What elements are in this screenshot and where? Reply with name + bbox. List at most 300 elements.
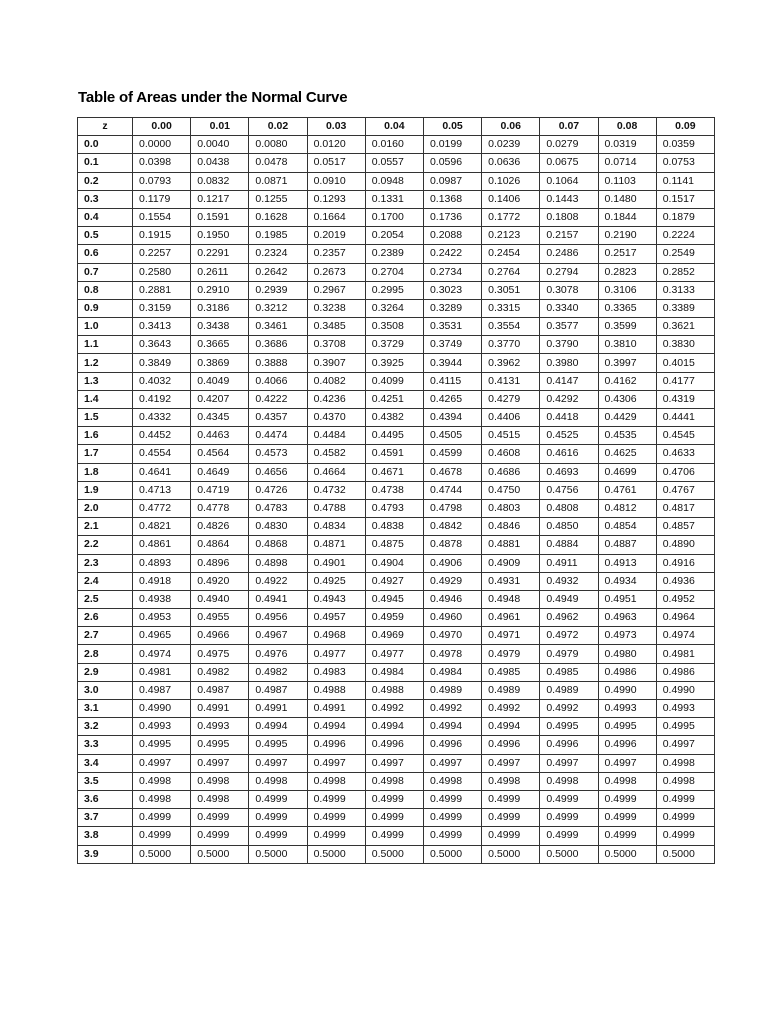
area-value-cell: 0.4871: [307, 536, 365, 554]
area-value-cell: 0.4966: [191, 627, 249, 645]
area-value-cell: 0.3997: [598, 354, 656, 372]
area-value-cell: 0.5000: [656, 845, 714, 863]
area-value-cell: 0.4998: [540, 772, 598, 790]
table-row: [78, 754, 715, 772]
area-value-cell: 0.3708: [307, 336, 365, 354]
area-value-cell: 0.0832: [191, 172, 249, 190]
area-value-cell: 0.2642: [249, 263, 307, 281]
area-value-cell: 0.4671: [365, 463, 423, 481]
area-value-cell: 0.4983: [307, 663, 365, 681]
area-value-cell: 0.4979: [482, 645, 540, 663]
area-value-cell: 0.4686: [482, 463, 540, 481]
area-value-cell: 0.4192: [133, 390, 191, 408]
area-value-cell: 0.3438: [191, 318, 249, 336]
area-value-cell: 0.4971: [482, 627, 540, 645]
area-value-cell: 0.2157: [540, 227, 598, 245]
area-value-cell: 0.4875: [365, 536, 423, 554]
area-value-cell: 0.4999: [656, 827, 714, 845]
area-value-cell: 0.4998: [423, 772, 481, 790]
area-value-cell: 0.4931: [482, 572, 540, 590]
area-value-cell: 0.4279: [482, 390, 540, 408]
area-value-cell: 0.4904: [365, 554, 423, 572]
area-value-cell: 0.0675: [540, 154, 598, 172]
area-value-cell: 0.2224: [656, 227, 714, 245]
area-value-cell: 0.4999: [249, 809, 307, 827]
table-row: [78, 409, 715, 427]
area-value-cell: 0.4999: [540, 790, 598, 808]
area-value-cell: 0.2190: [598, 227, 656, 245]
area-value-cell: 0.0040: [191, 136, 249, 154]
area-value-cell: 0.4999: [540, 809, 598, 827]
column-header: 0.02: [249, 118, 307, 136]
area-value-cell: 0.4982: [249, 663, 307, 681]
area-value-cell: 0.4998: [656, 754, 714, 772]
table-row: [78, 700, 715, 718]
area-value-cell: 0.4015: [656, 354, 714, 372]
table-row: [78, 499, 715, 517]
area-value-cell: 0.2673: [307, 263, 365, 281]
column-header: 0.08: [598, 118, 656, 136]
area-value-cell: 0.4992: [423, 700, 481, 718]
area-value-cell: 0.4948: [482, 590, 540, 608]
area-value-cell: 0.4997: [482, 754, 540, 772]
table-row: [78, 263, 715, 281]
area-value-cell: 0.4994: [307, 718, 365, 736]
area-value-cell: 0.4893: [133, 554, 191, 572]
area-value-cell: 0.4936: [656, 572, 714, 590]
area-value-cell: 0.4957: [307, 609, 365, 627]
z-value-cell: 2.9: [78, 663, 133, 681]
area-value-cell: 0.4999: [656, 809, 714, 827]
column-header: 0.01: [191, 118, 249, 136]
area-value-cell: 0.4382: [365, 409, 423, 427]
table-row: [78, 845, 715, 863]
area-value-cell: 0.4406: [482, 409, 540, 427]
area-value-cell: 0.2764: [482, 263, 540, 281]
area-value-cell: 0.3770: [482, 336, 540, 354]
column-header: 0.09: [656, 118, 714, 136]
area-value-cell: 0.4995: [133, 736, 191, 754]
area-value-cell: 0.4999: [482, 827, 540, 845]
table-row: [78, 663, 715, 681]
area-value-cell: 0.4049: [191, 372, 249, 390]
area-value-cell: 0.4996: [423, 736, 481, 754]
area-value-cell: 0.4951: [598, 590, 656, 608]
area-value-cell: 0.1844: [598, 208, 656, 226]
area-value-cell: 0.4998: [133, 790, 191, 808]
area-value-cell: 0.4881: [482, 536, 540, 554]
table-header: [78, 118, 715, 136]
table-row: [78, 736, 715, 754]
area-value-cell: 0.4808: [540, 499, 598, 517]
z-value-cell: 0.1: [78, 154, 133, 172]
z-value-cell: 3.0: [78, 681, 133, 699]
area-value-cell: 0.1026: [482, 172, 540, 190]
area-value-cell: 0.4649: [191, 463, 249, 481]
area-value-cell: 0.4988: [365, 681, 423, 699]
area-value-cell: 0.4997: [133, 754, 191, 772]
area-value-cell: 0.4987: [191, 681, 249, 699]
area-value-cell: 0.4922: [249, 572, 307, 590]
area-value-cell: 0.4987: [249, 681, 307, 699]
area-value-cell: 0.1772: [482, 208, 540, 226]
area-value-cell: 0.4997: [423, 754, 481, 772]
area-value-cell: 0.0279: [540, 136, 598, 154]
area-value-cell: 0.2389: [365, 245, 423, 263]
area-value-cell: 0.2054: [365, 227, 423, 245]
area-value-cell: 0.2910: [191, 281, 249, 299]
area-value-cell: 0.4999: [249, 790, 307, 808]
area-value-cell: 0.5000: [365, 845, 423, 863]
table-row: [78, 190, 715, 208]
area-value-cell: 0.4925: [307, 572, 365, 590]
area-value-cell: 0.4988: [307, 681, 365, 699]
z-value-cell: 1.0: [78, 318, 133, 336]
area-value-cell: 0.4854: [598, 518, 656, 536]
table-row: [78, 718, 715, 736]
area-value-cell: 0.4999: [423, 790, 481, 808]
area-value-cell: 0.4998: [365, 772, 423, 790]
area-value-cell: 0.4664: [307, 463, 365, 481]
area-value-cell: 0.1808: [540, 208, 598, 226]
area-value-cell: 0.4982: [191, 663, 249, 681]
area-value-cell: 0.3643: [133, 336, 191, 354]
table-row: [78, 772, 715, 790]
area-value-cell: 0.3830: [656, 336, 714, 354]
table-row: [78, 645, 715, 663]
area-value-cell: 0.4997: [656, 736, 714, 754]
area-value-cell: 0.3238: [307, 299, 365, 317]
area-value-cell: 0.4616: [540, 445, 598, 463]
area-value-cell: 0.4996: [482, 736, 540, 754]
area-value-cell: 0.4990: [656, 681, 714, 699]
table-row: [78, 627, 715, 645]
area-value-cell: 0.3133: [656, 281, 714, 299]
z-value-cell: 0.0: [78, 136, 133, 154]
area-value-cell: 0.0948: [365, 172, 423, 190]
table-row: [78, 463, 715, 481]
area-value-cell: 0.5000: [133, 845, 191, 863]
area-value-cell: 0.5000: [423, 845, 481, 863]
area-value-cell: 0.4990: [598, 681, 656, 699]
area-value-cell: 0.5000: [307, 845, 365, 863]
area-value-cell: 0.4357: [249, 409, 307, 427]
z-value-cell: 3.5: [78, 772, 133, 790]
z-value-cell: 2.3: [78, 554, 133, 572]
area-value-cell: 0.1406: [482, 190, 540, 208]
area-value-cell: 0.1950: [191, 227, 249, 245]
area-value-cell: 0.0557: [365, 154, 423, 172]
table-row: [78, 281, 715, 299]
area-value-cell: 0.4996: [598, 736, 656, 754]
area-value-cell: 0.3849: [133, 354, 191, 372]
area-value-cell: 0.4901: [307, 554, 365, 572]
area-value-cell: 0.4981: [656, 645, 714, 663]
area-value-cell: 0.1103: [598, 172, 656, 190]
area-value-cell: 0.4999: [423, 809, 481, 827]
area-value-cell: 0.4993: [656, 700, 714, 718]
area-value-cell: 0.4890: [656, 536, 714, 554]
area-value-cell: 0.4995: [191, 736, 249, 754]
area-value-cell: 0.4817: [656, 499, 714, 517]
area-value-cell: 0.4975: [191, 645, 249, 663]
area-value-cell: 0.4999: [656, 790, 714, 808]
column-header: 0.00: [133, 118, 191, 136]
area-value-cell: 0.4345: [191, 409, 249, 427]
area-value-cell: 0.4979: [540, 645, 598, 663]
area-value-cell: 0.4993: [598, 700, 656, 718]
area-value-cell: 0.4608: [482, 445, 540, 463]
area-value-cell: 0.4927: [365, 572, 423, 590]
area-value-cell: 0.4842: [423, 518, 481, 536]
area-value-cell: 0.1591: [191, 208, 249, 226]
area-value-cell: 0.4898: [249, 554, 307, 572]
area-value-cell: 0.4996: [365, 736, 423, 754]
page-title: Table of Areas under the Normal Curve: [78, 89, 348, 106]
area-value-cell: 0.4941: [249, 590, 307, 608]
area-value-cell: 0.0199: [423, 136, 481, 154]
area-value-cell: 0.3810: [598, 336, 656, 354]
column-header: 0.07: [540, 118, 598, 136]
area-value-cell: 0.2939: [249, 281, 307, 299]
area-value-cell: 0.4977: [307, 645, 365, 663]
area-value-cell: 0.4999: [191, 809, 249, 827]
area-value-cell: 0.4887: [598, 536, 656, 554]
area-value-cell: 0.4981: [133, 663, 191, 681]
area-value-cell: 0.1141: [656, 172, 714, 190]
table-body: [78, 136, 715, 864]
area-value-cell: 0.4992: [365, 700, 423, 718]
area-value-cell: 0.4884: [540, 536, 598, 554]
area-value-cell: 0.4441: [656, 409, 714, 427]
area-value-cell: 0.3790: [540, 336, 598, 354]
area-value-cell: 0.4999: [598, 790, 656, 808]
area-value-cell: 0.4850: [540, 518, 598, 536]
table-row: [78, 372, 715, 390]
area-value-cell: 0.4998: [598, 772, 656, 790]
area-value-cell: 0.4998: [191, 790, 249, 808]
table-row: [78, 481, 715, 499]
area-value-cell: 0.4265: [423, 390, 481, 408]
area-value-cell: 0.0000: [133, 136, 191, 154]
area-value-cell: 0.2123: [482, 227, 540, 245]
area-value-cell: 0.4964: [656, 609, 714, 627]
table-row: [78, 227, 715, 245]
area-value-cell: 0.4997: [365, 754, 423, 772]
area-value-cell: 0.4525: [540, 427, 598, 445]
area-value-cell: 0.4564: [191, 445, 249, 463]
area-value-cell: 0.4633: [656, 445, 714, 463]
header-row: [78, 118, 715, 136]
area-value-cell: 0.4861: [133, 536, 191, 554]
area-value-cell: 0.3729: [365, 336, 423, 354]
area-value-cell: 0.4994: [423, 718, 481, 736]
area-value-cell: 0.2324: [249, 245, 307, 263]
area-value-cell: 0.4998: [482, 772, 540, 790]
area-value-cell: 0.2517: [598, 245, 656, 263]
area-value-cell: 0.2881: [133, 281, 191, 299]
area-value-cell: 0.2454: [482, 245, 540, 263]
area-value-cell: 0.4940: [191, 590, 249, 608]
area-value-cell: 0.4857: [656, 518, 714, 536]
area-value-cell: 0.4995: [540, 718, 598, 736]
area-value-cell: 0.2422: [423, 245, 481, 263]
z-value-cell: 2.4: [78, 572, 133, 590]
area-value-cell: 0.4678: [423, 463, 481, 481]
area-value-cell: 0.4032: [133, 372, 191, 390]
area-value-cell: 0.4987: [133, 681, 191, 699]
area-value-cell: 0.4929: [423, 572, 481, 590]
area-value-cell: 0.1368: [423, 190, 481, 208]
area-value-cell: 0.4999: [598, 809, 656, 827]
area-value-cell: 0.4968: [307, 627, 365, 645]
area-value-cell: 0.1517: [656, 190, 714, 208]
area-value-cell: 0.4918: [133, 572, 191, 590]
area-value-cell: 0.4996: [307, 736, 365, 754]
area-value-cell: 0.4989: [482, 681, 540, 699]
area-value-cell: 0.4625: [598, 445, 656, 463]
column-header: 0.05: [423, 118, 481, 136]
area-value-cell: 0.4955: [191, 609, 249, 627]
area-value-cell: 0.2549: [656, 245, 714, 263]
area-value-cell: 0.0753: [656, 154, 714, 172]
area-value-cell: 0.4990: [133, 700, 191, 718]
area-value-cell: 0.4535: [598, 427, 656, 445]
area-value-cell: 0.3925: [365, 354, 423, 372]
area-value-cell: 0.4953: [133, 609, 191, 627]
area-value-cell: 0.3315: [482, 299, 540, 317]
area-value-cell: 0.4989: [540, 681, 598, 699]
area-value-cell: 0.4984: [365, 663, 423, 681]
area-value-cell: 0.4505: [423, 427, 481, 445]
z-value-cell: 1.7: [78, 445, 133, 463]
z-value-cell: 1.4: [78, 390, 133, 408]
table-row: [78, 827, 715, 845]
area-value-cell: 0.4999: [307, 827, 365, 845]
area-value-cell: 0.4463: [191, 427, 249, 445]
area-value-cell: 0.4147: [540, 372, 598, 390]
z-value-cell: 2.2: [78, 536, 133, 554]
area-value-cell: 0.4991: [307, 700, 365, 718]
table-row: [78, 136, 715, 154]
area-value-cell: 0.0517: [307, 154, 365, 172]
area-value-cell: 0.1179: [133, 190, 191, 208]
area-value-cell: 0.4945: [365, 590, 423, 608]
area-value-cell: 0.4798: [423, 499, 481, 517]
area-value-cell: 0.4997: [307, 754, 365, 772]
area-value-cell: 0.4994: [249, 718, 307, 736]
table-row: [78, 390, 715, 408]
area-value-cell: 0.4713: [133, 481, 191, 499]
area-value-cell: 0.2257: [133, 245, 191, 263]
area-value-cell: 0.3599: [598, 318, 656, 336]
z-value-cell: 0.7: [78, 263, 133, 281]
area-value-cell: 0.4418: [540, 409, 598, 427]
area-value-cell: 0.4756: [540, 481, 598, 499]
area-value-cell: 0.5000: [482, 845, 540, 863]
area-value-cell: 0.5000: [249, 845, 307, 863]
area-value-cell: 0.3888: [249, 354, 307, 372]
area-value-cell: 0.4978: [423, 645, 481, 663]
area-value-cell: 0.3023: [423, 281, 481, 299]
area-value-cell: 0.3554: [482, 318, 540, 336]
area-value-cell: 0.0359: [656, 136, 714, 154]
z-value-cell: 3.4: [78, 754, 133, 772]
area-value-cell: 0.4952: [656, 590, 714, 608]
area-value-cell: 0.3665: [191, 336, 249, 354]
z-value-cell: 1.8: [78, 463, 133, 481]
table-row: [78, 590, 715, 608]
z-value-cell: 3.2: [78, 718, 133, 736]
area-value-cell: 0.4082: [307, 372, 365, 390]
area-value-cell: 0.3577: [540, 318, 598, 336]
area-value-cell: 0.3944: [423, 354, 481, 372]
area-value-cell: 0.4750: [482, 481, 540, 499]
area-value-cell: 0.4986: [598, 663, 656, 681]
area-value-cell: 0.2967: [307, 281, 365, 299]
area-value-cell: 0.2823: [598, 263, 656, 281]
area-value-cell: 0.4332: [133, 409, 191, 427]
area-value-cell: 0.4991: [249, 700, 307, 718]
area-value-cell: 0.4812: [598, 499, 656, 517]
table-row: [78, 609, 715, 627]
area-value-cell: 0.4999: [482, 790, 540, 808]
area-value-cell: 0.4292: [540, 390, 598, 408]
area-value-cell: 0.4977: [365, 645, 423, 663]
area-value-cell: 0.0478: [249, 154, 307, 172]
area-value-cell: 0.4706: [656, 463, 714, 481]
area-value-cell: 0.4999: [307, 809, 365, 827]
table-row: [78, 318, 715, 336]
area-value-cell: 0.4994: [482, 718, 540, 736]
z-value-cell: 2.7: [78, 627, 133, 645]
column-header-z: z: [78, 118, 133, 136]
area-value-cell: 0.3907: [307, 354, 365, 372]
area-value-cell: 0.2357: [307, 245, 365, 263]
area-value-cell: 0.4177: [656, 372, 714, 390]
table-row: [78, 445, 715, 463]
area-value-cell: 0.4236: [307, 390, 365, 408]
column-header: 0.06: [482, 118, 540, 136]
area-value-cell: 0.4997: [598, 754, 656, 772]
area-value-cell: 0.4974: [133, 645, 191, 663]
area-value-cell: 0.4761: [598, 481, 656, 499]
area-value-cell: 0.3508: [365, 318, 423, 336]
area-value-cell: 0.3289: [423, 299, 481, 317]
area-value-cell: 0.1664: [307, 208, 365, 226]
area-value-cell: 0.2611: [191, 263, 249, 281]
area-value-cell: 0.3485: [307, 318, 365, 336]
area-value-cell: 0.4956: [249, 609, 307, 627]
column-header: 0.04: [365, 118, 423, 136]
area-value-cell: 0.4996: [540, 736, 598, 754]
table-row: [78, 154, 715, 172]
area-value-cell: 0.4967: [249, 627, 307, 645]
table-row: [78, 572, 715, 590]
area-value-cell: 0.2852: [656, 263, 714, 281]
z-value-cell: 2.1: [78, 518, 133, 536]
z-value-cell: 3.7: [78, 809, 133, 827]
area-value-cell: 0.4965: [133, 627, 191, 645]
area-value-cell: 0.1443: [540, 190, 598, 208]
area-value-cell: 0.4846: [482, 518, 540, 536]
area-value-cell: 0.4960: [423, 609, 481, 627]
z-value-cell: 0.4: [78, 208, 133, 226]
area-value-cell: 0.4992: [540, 700, 598, 718]
area-value-cell: 0.4992: [482, 700, 540, 718]
area-value-cell: 0.4998: [191, 772, 249, 790]
area-value-cell: 0.0319: [598, 136, 656, 154]
